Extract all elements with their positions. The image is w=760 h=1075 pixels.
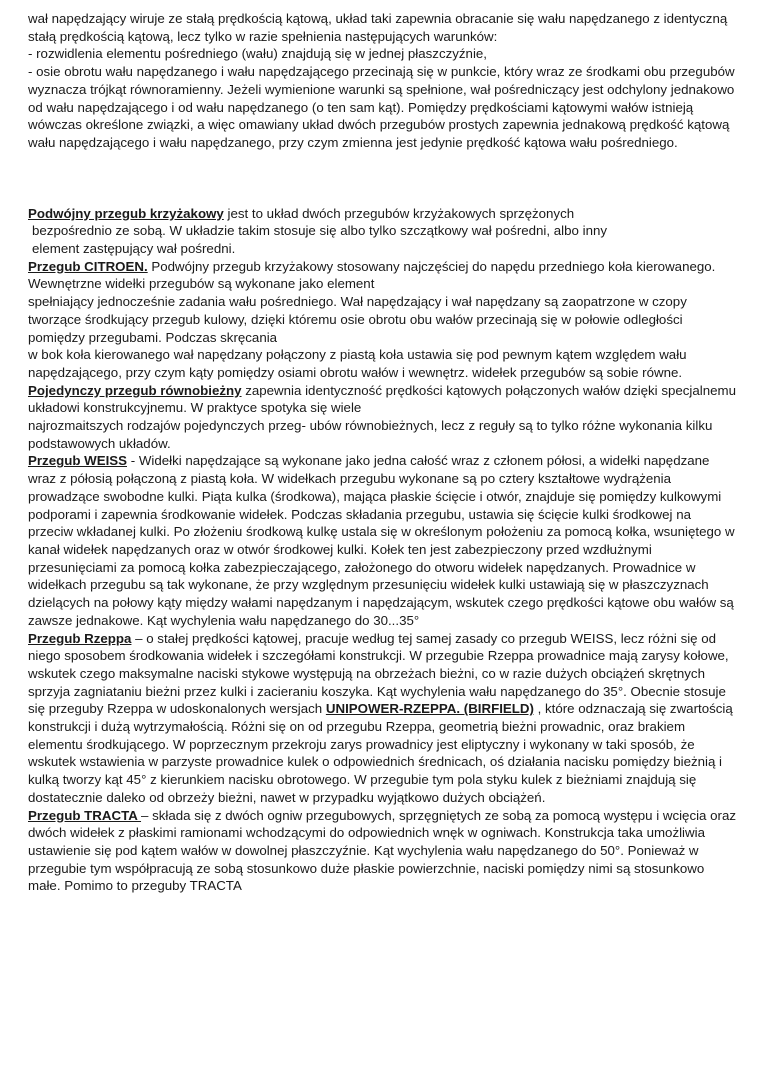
double-joint-text-3: element zastępujący wał pośredni. [32,241,236,257]
citroen-text: Podwójny przegub krzyżakowy stosowany najczęściej do napędu przedniego koła kierowanego. Wewnętrzne widełki przegubów są wykonane jako element [28,258,716,292]
weiss-paragraph [28,452,736,629]
citroen-heading: Przegub CITROEN. [28,258,148,274]
intro-paragraph [28,10,736,45]
rzeppa-heading: Przegub Rzeppa [28,630,132,646]
tracta-text: – składa się z dwóch ogniw przegubowych, sprzęgniętych ze sobą za pomocą występu i wcięcia oraz dwóch widełek z płaskimi ramionami wchodzącymi do odpowiednich wnęk w ogniwach. Konstrukcja taka umożliwia ustawienie się pod kątem wałów w dowolnej płaszczyźnie. Kąt wychylenia wału napędzanego do 50°. Ponieważ w przegubie tym współpracują ze sobą stosunkowo duże płaskie powierzchnie, naciski pomiędzy nimi są stosunkowo małe. Pomimo to przeguby TRACTA [28,807,737,894]
double-joint-text-2: bezpośrednio ze sobą. W układzie takim stosuje się albo tylko szczątkowy wał pośredni, albo inny [32,223,608,239]
citroen-text-2: spełniający jednocześnie zadania wału pośredniego. Wał napędzający i wał napędzany są zaopatrzone w czopy tworzące środkujący przegub kulowy, dzięki któremu osie obrotu obu wałów przecinają się w połowie odległości pomiędzy przegubami. Podczas skręcania [28,294,687,345]
condition-2: - osie obrotu wału napędzanego i wału napędzającego przecinają się w punkcie, który wraz ze środkami obu przegubów wyznacza trójkąt równoramienny. Jeżeli wymienione warunki są spełnione, wał pośredniczący jest odchylony jednakowo od wału napędzającego i od wału napędzanego (o ten sam kąt). Pomiędzy prędkościami kątowymi wałów istnieją wówczas określone związki, a więc omawiany układ dwóch przegubów prostych zapewnia jednakową prędkość kątową wału napędzającego i wału napędzanego, przy czym zmienna jest jedynie prędkość kątowa wału pośredniego. [28,64,735,150]
rzeppa-paragraph [28,630,736,807]
rzeppa-variant: UNIPOWER-RZEPPA. (BIRFIELD) [325,701,534,717]
single-joint-heading: Pojedynczy przegub równobieżny [28,382,242,398]
citroen-text-3: w bok koła kierowanego wał napędzany połączony z piastą koła ustawia się pod pewnym kątem względem wału napędzającego, przy czym kąty pomiędzy osiami obrotu wałów i wewnętrz. widełek przegubów są sobie równe. [28,347,687,380]
weiss-heading: Przegub WEISS [28,453,127,469]
citroen-paragraph [28,258,736,293]
rzeppa-text-2: , które odznaczają się zwartością konstrukcji i dużą wytrzymałością. Różni się on od przegubu Rzeppa, geometrią bieżni prowadnic, oraz brakiem elementu środkującego. W poprzecznym przekroju zarys prowadnicy jest eliptyczny i wykonany w taki sposób, że wskutek wstawienia w parzyste prowadnice kulek o odpowiednich średnicach, oś działania nacisku pomiędzy bieżnią i kulką tworzy kąt 45° z kierunkiem nacisku obrotowego. W przegubie tym pola styku kulek z bieżniami znajdują się dostatecznie daleko od obrzeży bieżni, nawet w przypadku wyjątkowo dużych obciążeń. [28,701,733,805]
single-joint-text: zapewnia identyczność prędkości kątowych połączonych wałów dzięki specjalnemu układowi konstrukcyjnemu. W praktyce spotyka się wiele [28,382,736,416]
rzeppa-text: – o stałej prędkości kątowej, pracuje według tej samej zasady co przegub WEISS, lecz różni się od niego sposobem środkowania widełek i szczegółami konstrukcji. W przegubie Rzeppa prowadnice mają zarysy kołowe, wskutek czego maksymalne naciski stykowe występują na obrzeżach bieżni, co w razie dużych obciążeń skrętnych sprzyja zagniataniu bieżni przez kulki i zacieraniu koszyka. Kąt wychylenia wału napędzanego do 35°. Obecnie stosuje się przeguby Rzeppa w udoskonalonych wersjach [28,630,729,717]
condition-1: - rozwidlenia elementu pośredniego (wału) znajdują się w jednej płaszczyźnie, [28,46,487,62]
double-joint-paragraph [28,205,736,223]
tracta-paragraph [28,807,736,896]
intro-text: wał napędzający wiruje ze stałą prędkością kątową, układ taki zapewnia obracanie się wału napędzanego z identyczną stałą prędkością kątową, lecz tylko w razie spełnienia następujących warunków: [28,11,728,44]
blank-space [28,152,736,205]
single-joint-paragraph [28,382,736,417]
double-joint-text-1: jest to układ dwóch przegubów krzyżakowych sprzężonych [223,205,575,221]
tracta-heading: Przegub TRACTA [28,807,142,823]
single-joint-text-2: najrozmaitszych rodzajów pojedynczych przeg- ubów równobieżnych, lecz z reguły są to tylko różne wykonania kilku podstawowych układów. [28,418,713,451]
weiss-text: - Widełki napędzające są wykonane jako jedna całość wraz z członem półosi, a widełki napędzane wraz z półosią połączoną z piastą koła. W widełkach przegubu wykonane są po cztery kształtowe wydrążenia prowadzące swobodne kulki. Piąta kulka (środkowa), mająca płaskie ścięcie i otwór, znajduje się pomiędzy kulkowymi podporami i zapewnia środkowanie widełek. Podczas składania przegubu, ustawia się ścięcie kulki środkowej na przeciw wkładanej kulki. Po złożeniu środkową kulkę ustala się w określonym położeniu za pomocą kołka, wsuniętego w kanał widełek napędzanych oraz w otwór środkowej kulki. Kołek ten jest zabezpieczony przed wzdłużnymi przesunięciami za pomocą kołka zabezpieczającego, założonego do otworu widełek napędzanych. Prowadnice w widełkach przegubu są tak wykonane, że przy względnym przesunięciu widełek kulki ustawiają się w płaszczyznach dzielących na połowy kąty między wałami napędzanym i napędzającym, wskutek czego prędkości kątowe obu wałów są zawsze jednakowe. Kąt wychylenia wału napędzanego do 30...35° [28,453,735,628]
double-joint-heading: Podwójny przegub krzyżakowy [28,205,224,221]
